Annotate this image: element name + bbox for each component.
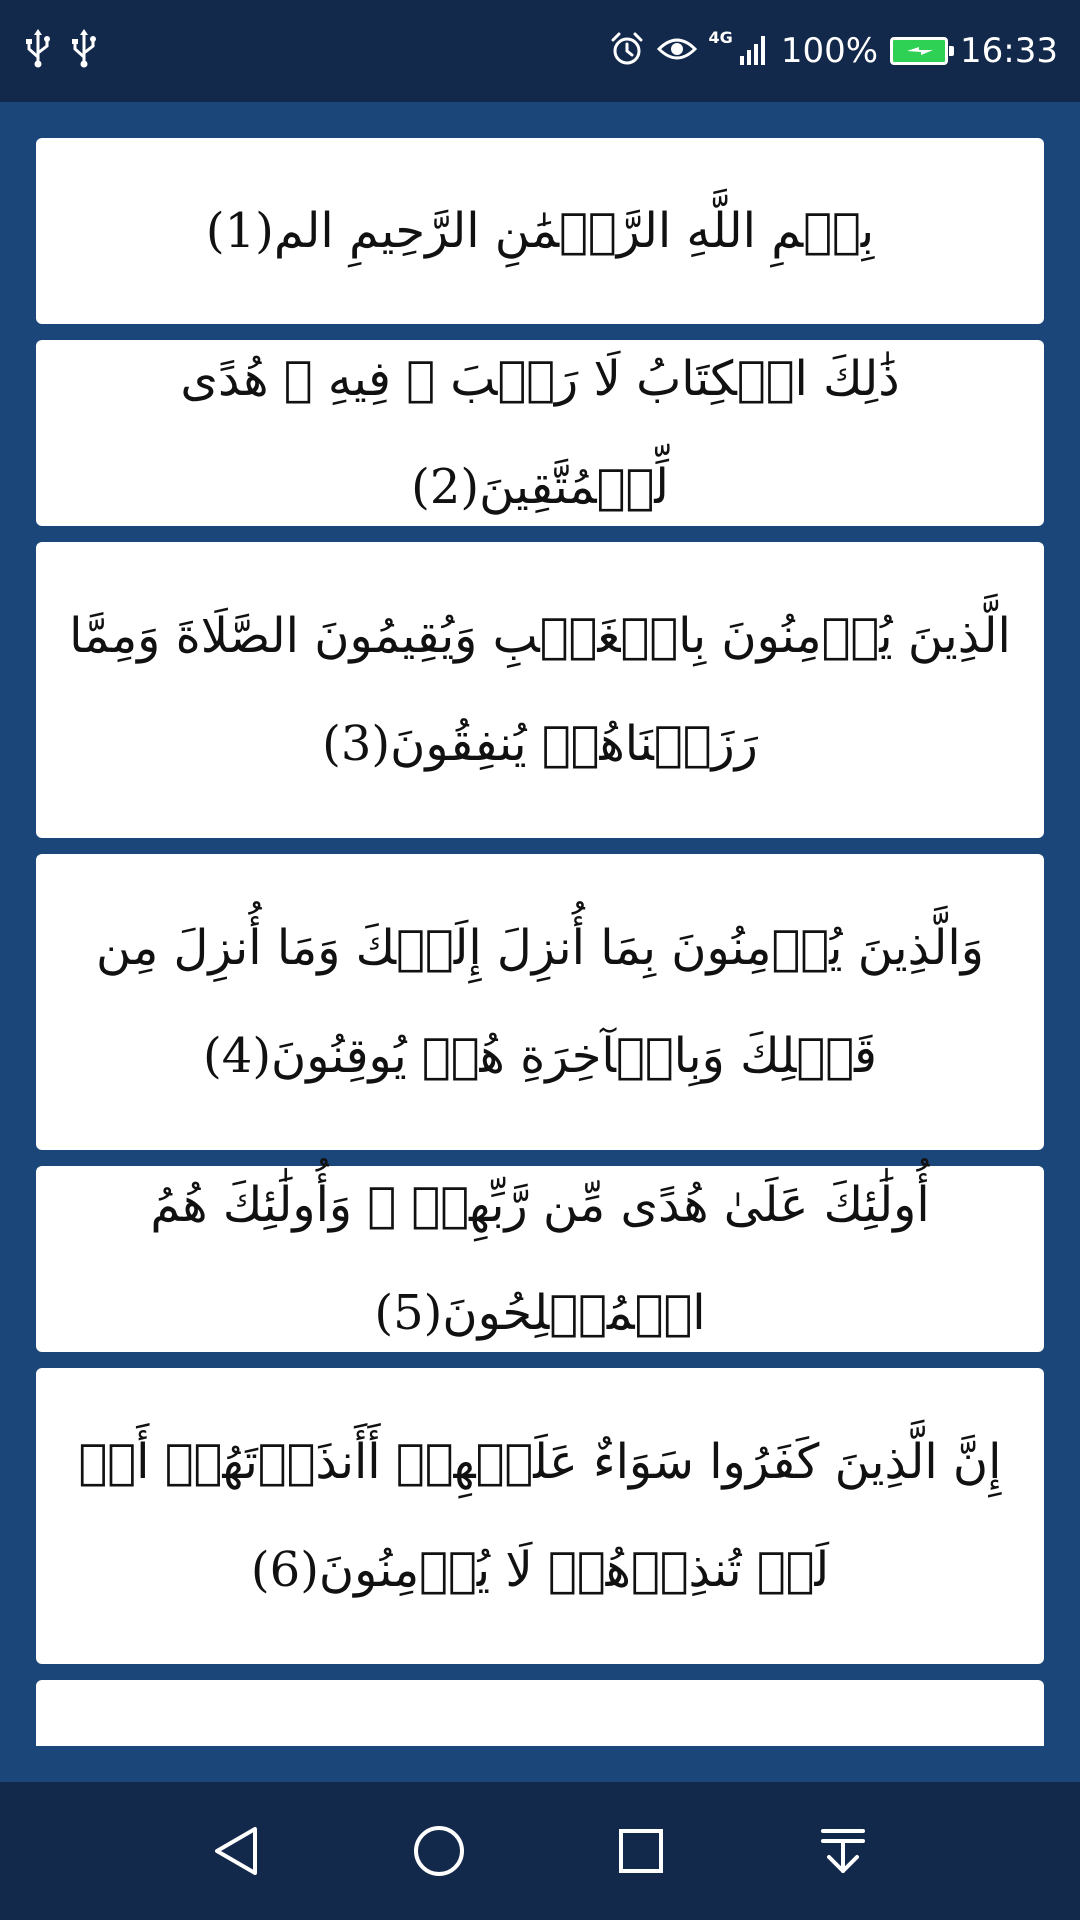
status-left-icons: [24, 29, 98, 73]
recents-icon: [613, 1823, 669, 1879]
verse-text: أُولَٰئِكَ عَلَىٰ هُدًى مِّن رَّبِّهِمۡ ۖ وَأُولَٰئِكَ هُمُ الۡمُفۡلِحُونَ(5): [150, 1177, 930, 1341]
verse-card-partial[interactable]: [36, 1680, 1044, 1746]
usb-icon: [24, 29, 52, 73]
verse-text: وَالَّذِينَ يُؤۡمِنُونَ بِمَا أُنزِلَ إِلَيۡكَ وَمَا أُنزِلَ مِن قَبۡلِكَ وَبِالۡآخِرَةِ هُمۡ يُوقِنُونَ(4): [96, 920, 984, 1084]
home-icon: [411, 1823, 467, 1879]
verse-card[interactable]: [36, 542, 1044, 838]
recents-button[interactable]: [596, 1806, 686, 1896]
verse-card[interactable]: [36, 1166, 1044, 1352]
back-icon: [209, 1823, 265, 1879]
usb-icon: [70, 29, 98, 73]
verse-card[interactable]: [36, 138, 1044, 324]
notification-pull-button[interactable]: [798, 1806, 888, 1896]
notification-pull-icon: [815, 1823, 871, 1879]
signal-icon: [739, 32, 769, 70]
verse-text: إِنَّ الَّذِينَ كَفَرُوا سَوَاءٌ عَلَيۡهِمۡ أَأَنذَرۡتَهُمۡ أَمۡ لَمۡ تُنذِرۡهُمۡ لَا يُؤۡمِنُونَ(6): [78, 1434, 1002, 1598]
verse-list[interactable]: [36, 138, 1044, 1746]
home-button[interactable]: [394, 1806, 484, 1896]
verse-text: بِسۡمِ اللَّهِ الرَّحۡمَٰنِ الرَّحِيمِ الم(1): [205, 203, 875, 259]
battery-percent: 100%: [780, 31, 879, 71]
verse-text: الَّذِينَ يُؤۡمِنُونَ بِالۡغَيۡبِ وَيُقِيمُونَ الصَّلَاةَ وَمِمَّا رَزَقۡنَاهُمۡ يُنفِقُونَ(3): [69, 608, 1011, 772]
navigation-bar: [0, 1782, 1080, 1920]
back-button[interactable]: [192, 1806, 282, 1896]
battery-charging-icon: [890, 37, 948, 65]
verse-text: ذَٰلِكَ الۡكِتَابُ لَا رَيۡبَ ۛ فِيهِ ۛ هُدًى لِّلۡمُتَّقِينَ(2): [180, 351, 900, 515]
verse-card[interactable]: [36, 340, 1044, 526]
verse-card[interactable]: [36, 1368, 1044, 1664]
status-right-icons: [609, 27, 1058, 71]
verse-card[interactable]: [36, 854, 1044, 1150]
clock: 16:33: [960, 31, 1058, 71]
eye-icon: [657, 34, 697, 68]
network-type: 4G: [708, 27, 733, 47]
alarm-icon: [609, 31, 645, 71]
status-bar: [0, 0, 1080, 102]
